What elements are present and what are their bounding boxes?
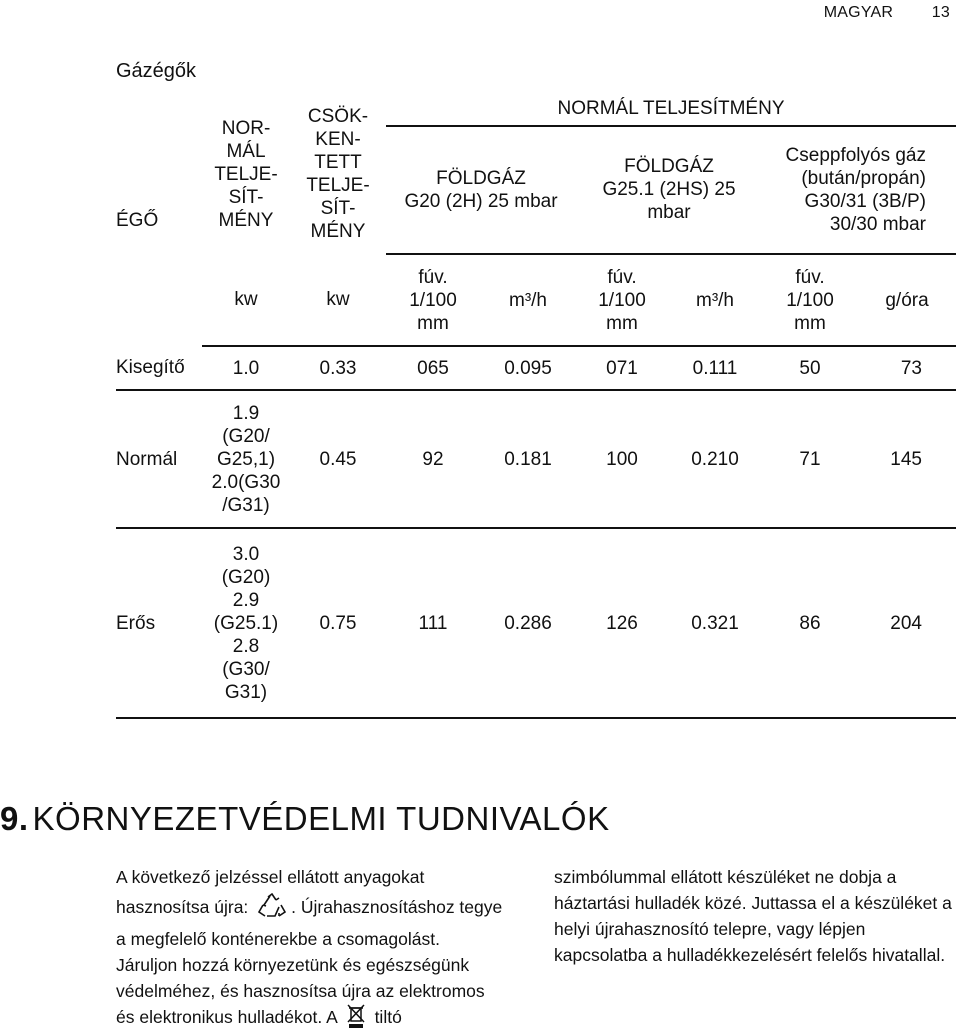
table-row: [116, 346, 956, 390]
header-group-normal: NORMÁL TELJESÍTMÉNY: [386, 93, 956, 127]
row-nozzle-g25: 071: [576, 346, 668, 390]
row-reduced: 0.45: [290, 390, 386, 528]
gas-burner-table: [116, 94, 956, 719]
page-header: [824, 4, 950, 22]
crossed-bin-icon: [346, 1004, 366, 1028]
unit-flow-g25: m³/h: [668, 254, 762, 346]
env-text-right: szimbólummal ellátott készüléket ne dobja a háztartási hulladék közé. Juttassa el a készüléket a helyi újrahasznosító telepre, vagy lépjen kapcsolatba a hulladékkezelésért felelős hivatallal.: [554, 867, 952, 965]
language-label: MAGYAR: [823, 4, 894, 21]
row-nozzle-g20: 111: [386, 528, 480, 718]
row-flow-g20: 0.181: [480, 390, 576, 528]
row-burner: Kisegítő: [116, 346, 202, 390]
env-paragraph: Járuljon hozzá környezetünk és egészségünk védelméhez, és hasznosítsa újra az elektromos: [116, 955, 485, 1001]
env-paragraph: A következő jelzéssel ellátott anyagokat: [116, 867, 425, 887]
unit-mass-lpg: g/óra: [858, 254, 956, 346]
env-paragraph: és elektronikus hulladékot. A: [116, 1007, 342, 1027]
row-flow-g25: 0.111: [668, 346, 762, 390]
header-gas-lpg: Cseppfolyós gáz (bután/propán) G30/31 (3B/P) 30/30 mbar: [785, 144, 926, 235]
unit-nozzle-lpg: fúv. 1/100 mm: [762, 254, 858, 346]
row-flow-g20: 0.095: [480, 346, 576, 390]
row-nozzle-lpg: 86: [762, 528, 858, 718]
row-flow-g25: 0.321: [668, 528, 762, 718]
table-row: [116, 528, 956, 718]
row-normal: 3.0 (G20) 2.9 (G25.1) 2.8 (G30/ G31): [202, 528, 290, 718]
unit-kw-reduced: kw: [290, 254, 386, 346]
row-reduced: 0.75: [290, 528, 386, 718]
header-normal-power: NOR- MÁL TELJE- SÍT- MÉNY: [214, 117, 278, 231]
row-nozzle-g25: 100: [576, 390, 668, 528]
row-nozzle-lpg: 71: [762, 390, 858, 528]
unit-nozzle-g20: fúv. 1/100 mm: [386, 254, 480, 346]
chapter-heading: [0, 800, 610, 838]
row-burner: Normál: [116, 390, 202, 528]
row-flow-g25: 0.210: [668, 390, 762, 528]
recycle-icon: [257, 893, 287, 919]
row-flow-g20: 0.286: [480, 528, 576, 718]
row-reduced: 0.33: [290, 346, 386, 390]
page-number: 13: [931, 4, 950, 21]
header-gas-g25: FÖLDGÁZ G25.1 (2HS) 25 mbar: [602, 156, 736, 223]
env-paragraph: hasznosítsa újra:: [116, 897, 254, 917]
row-nozzle-lpg: 50: [762, 346, 858, 390]
unit-kw-normal: kw: [202, 254, 290, 346]
chapter-number: 9.: [0, 800, 29, 837]
row-normal: 1.0: [202, 346, 290, 390]
env-paragraph: tiltó: [369, 1007, 402, 1027]
section-title: Gázégők: [116, 60, 197, 82]
table-row: [116, 390, 956, 528]
env-paragraph: . Újrahasznosításhoz tegye: [291, 897, 503, 917]
row-nozzle-g20: 92: [386, 390, 480, 528]
row-mass-lpg: 145: [858, 390, 956, 528]
env-text-left: [116, 864, 536, 1030]
header-burner: ÉGŐ: [116, 209, 159, 231]
row-mass-lpg: 73: [858, 346, 956, 390]
env-paragraph: a megfelelő konténerekbe a csomagolást.: [116, 929, 440, 949]
row-normal: 1.9 (G20/ G25,1) 2.0(G30 /G31): [202, 390, 290, 528]
unit-flow-g20: m³/h: [480, 254, 576, 346]
header-reduced-power: CSÖK- KEN- TETT TELJE- SÍT- MÉNY: [306, 106, 370, 242]
header-gas-g20: FÖLDGÁZ G20 (2H) 25 mbar: [404, 167, 558, 212]
row-burner: Erős: [116, 528, 202, 718]
unit-nozzle-g25: fúv. 1/100 mm: [576, 254, 668, 346]
row-nozzle-g20: 065: [386, 346, 480, 390]
row-nozzle-g25: 126: [576, 528, 668, 718]
row-mass-lpg: 204: [858, 528, 956, 718]
chapter-title: KÖRNYEZETVÉDELMI TUDNIVALÓK: [32, 800, 610, 837]
